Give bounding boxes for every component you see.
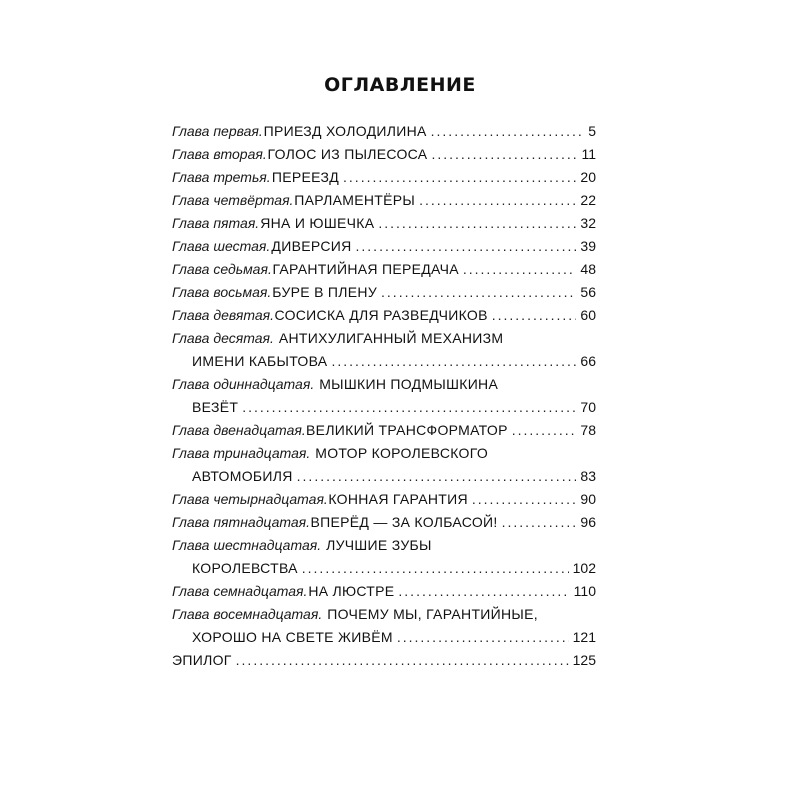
chapter-title: КОННАЯ ГАРАНТИЯ xyxy=(328,491,468,507)
toc-entry xyxy=(172,120,596,143)
toc-entry xyxy=(172,419,596,442)
toc-entry-continuation xyxy=(172,465,596,488)
chapter-label: Глава девятая. xyxy=(172,307,275,323)
toc-entry xyxy=(172,212,596,235)
dot-leader xyxy=(492,304,577,327)
dot-leader xyxy=(302,557,569,580)
dot-leader xyxy=(419,189,576,212)
page-number: 70 xyxy=(580,399,596,415)
dot-leader xyxy=(431,120,585,143)
dot-leader xyxy=(398,580,569,603)
chapter-label: Глава одиннадцатая. xyxy=(172,376,315,392)
chapter-label: Глава двенадцатая. xyxy=(172,422,306,438)
chapter-label: Глава третья. xyxy=(172,169,271,185)
toc-entry xyxy=(172,143,596,166)
dot-leader xyxy=(356,235,577,258)
toc-entry-continuation xyxy=(172,396,596,419)
toc-entry xyxy=(172,649,596,672)
dot-leader xyxy=(397,626,569,649)
toc-entry xyxy=(172,442,596,465)
chapter-title: МЫШКИН ПОДМЫШКИНА xyxy=(319,376,499,392)
dot-leader xyxy=(431,143,577,166)
dot-leader xyxy=(242,396,576,419)
toc-entry xyxy=(172,189,596,212)
chapter-title-continued: ВЕЗЁТ xyxy=(192,399,239,415)
dot-leader xyxy=(343,166,576,189)
page-number: 39 xyxy=(580,238,596,254)
toc-heading: ОГЛАВЛЕНИЕ xyxy=(324,74,476,96)
toc-entry xyxy=(172,327,596,350)
chapter-title: ПЕРЕЕЗД xyxy=(271,169,340,185)
chapter-label: Глава шестнадцатая. xyxy=(172,537,322,553)
chapter-label: Глава четырнадцатая. xyxy=(172,491,328,507)
chapter-title: ЯНА И ЮШЕЧКА xyxy=(260,215,375,231)
page-number: 22 xyxy=(580,192,596,208)
page-number: 48 xyxy=(580,261,596,277)
chapter-label: Глава пятая. xyxy=(172,215,260,231)
toc-entry xyxy=(172,488,596,511)
toc-entry xyxy=(172,580,596,603)
chapter-label: Глава седьмая. xyxy=(172,261,272,277)
page-number: 110 xyxy=(573,583,596,599)
chapter-title: СОСИСКА ДЛЯ РАЗВЕДЧИКОВ xyxy=(274,307,488,323)
chapter-label: Глава тринадцатая. xyxy=(172,445,311,461)
toc-entry xyxy=(172,373,596,396)
chapter-title: ПРИЕЗД ХОЛОДИЛИНА xyxy=(263,123,427,139)
toc-entry xyxy=(172,166,596,189)
chapter-title: АНТИХУЛИГАННЫЙ МЕХАНИЗМ xyxy=(278,330,504,346)
dot-leader xyxy=(512,419,577,442)
chapter-title: ЛУЧШИЕ ЗУБЫ xyxy=(326,537,432,553)
toc-entry xyxy=(172,534,596,557)
chapter-label: Глава четвёртая. xyxy=(172,192,294,208)
page-number: 56 xyxy=(580,284,596,300)
chapter-label: Глава восемнадцатая. xyxy=(172,606,323,622)
chapter-label: Глава десятая. xyxy=(172,330,274,346)
page-number: 32 xyxy=(580,215,596,231)
dot-leader xyxy=(378,212,576,235)
chapter-title: ВПЕРЁД — ЗА КОЛБАСОЙ! xyxy=(310,514,498,530)
toc-entry xyxy=(172,235,596,258)
chapter-title: ВЕЛИКИЙ ТРАНСФОРМАТОР xyxy=(306,422,508,438)
toc-entry xyxy=(172,511,596,534)
chapter-title-continued: АВТОМОБИЛЯ xyxy=(192,468,293,484)
chapter-label: Глава семнадцатая. xyxy=(172,583,308,599)
chapter-title: НА ЛЮСТРЕ xyxy=(308,583,395,599)
dot-leader xyxy=(502,511,577,534)
chapter-title: ГАРАНТИЙНАЯ ПЕРЕДАЧА xyxy=(272,261,459,277)
dot-leader xyxy=(236,649,569,672)
page-number: 90 xyxy=(580,491,596,507)
page-number: 11 xyxy=(581,146,596,162)
chapter-label: Глава пятнадцатая. xyxy=(172,514,311,530)
chapter-title: ДИВЕРСИЯ xyxy=(271,238,352,254)
page-number: 125 xyxy=(572,652,596,668)
toc-entry xyxy=(172,281,596,304)
dot-leader xyxy=(472,488,577,511)
chapter-title-continued: КОРОЛЕВСТВА xyxy=(192,560,298,576)
table-of-contents xyxy=(172,120,596,672)
chapter-title: МОТОР КОРОЛЕВСКОГО xyxy=(315,445,489,461)
dot-leader xyxy=(297,465,577,488)
chapter-title: ГОЛОС ИЗ ПЫЛЕСОСА xyxy=(267,146,428,162)
toc-entry-continuation xyxy=(172,626,596,649)
page-number: 121 xyxy=(572,629,596,645)
dot-leader xyxy=(331,350,576,373)
toc-entry-continuation xyxy=(172,350,596,373)
chapter-title: ЭПИЛОГ xyxy=(172,652,232,668)
toc-entry xyxy=(172,603,596,626)
chapter-title-continued: ХОРОШО НА СВЕТЕ ЖИВЁМ xyxy=(192,629,393,645)
chapter-title: БУРЕ В ПЛЕНУ xyxy=(272,284,378,300)
chapter-title: ПАРЛАМЕНТЁРЫ xyxy=(294,192,416,208)
page-number: 20 xyxy=(580,169,596,185)
page-number: 102 xyxy=(572,560,596,576)
chapter-label: Глава шестая. xyxy=(172,238,271,254)
chapter-label: Глава вторая. xyxy=(172,146,267,162)
toc-entry-continuation xyxy=(172,557,596,580)
chapter-title-continued: ИМЕНИ КАБЫТОВА xyxy=(192,353,328,369)
page-number: 83 xyxy=(580,468,596,484)
page-number: 60 xyxy=(580,307,596,323)
chapter-title: ПОЧЕМУ МЫ, ГАРАНТИЙНЫЕ, xyxy=(327,606,538,622)
page-number: 78 xyxy=(580,422,596,438)
page-number: 96 xyxy=(580,514,596,530)
chapter-label: Глава первая. xyxy=(172,123,263,139)
chapter-label: Глава восьмая. xyxy=(172,284,272,300)
toc-entry xyxy=(172,258,596,281)
toc-entry xyxy=(172,304,596,327)
dot-leader xyxy=(381,281,576,304)
page-number: 66 xyxy=(580,353,596,369)
page-number: 5 xyxy=(588,123,596,139)
dot-leader xyxy=(463,258,577,281)
